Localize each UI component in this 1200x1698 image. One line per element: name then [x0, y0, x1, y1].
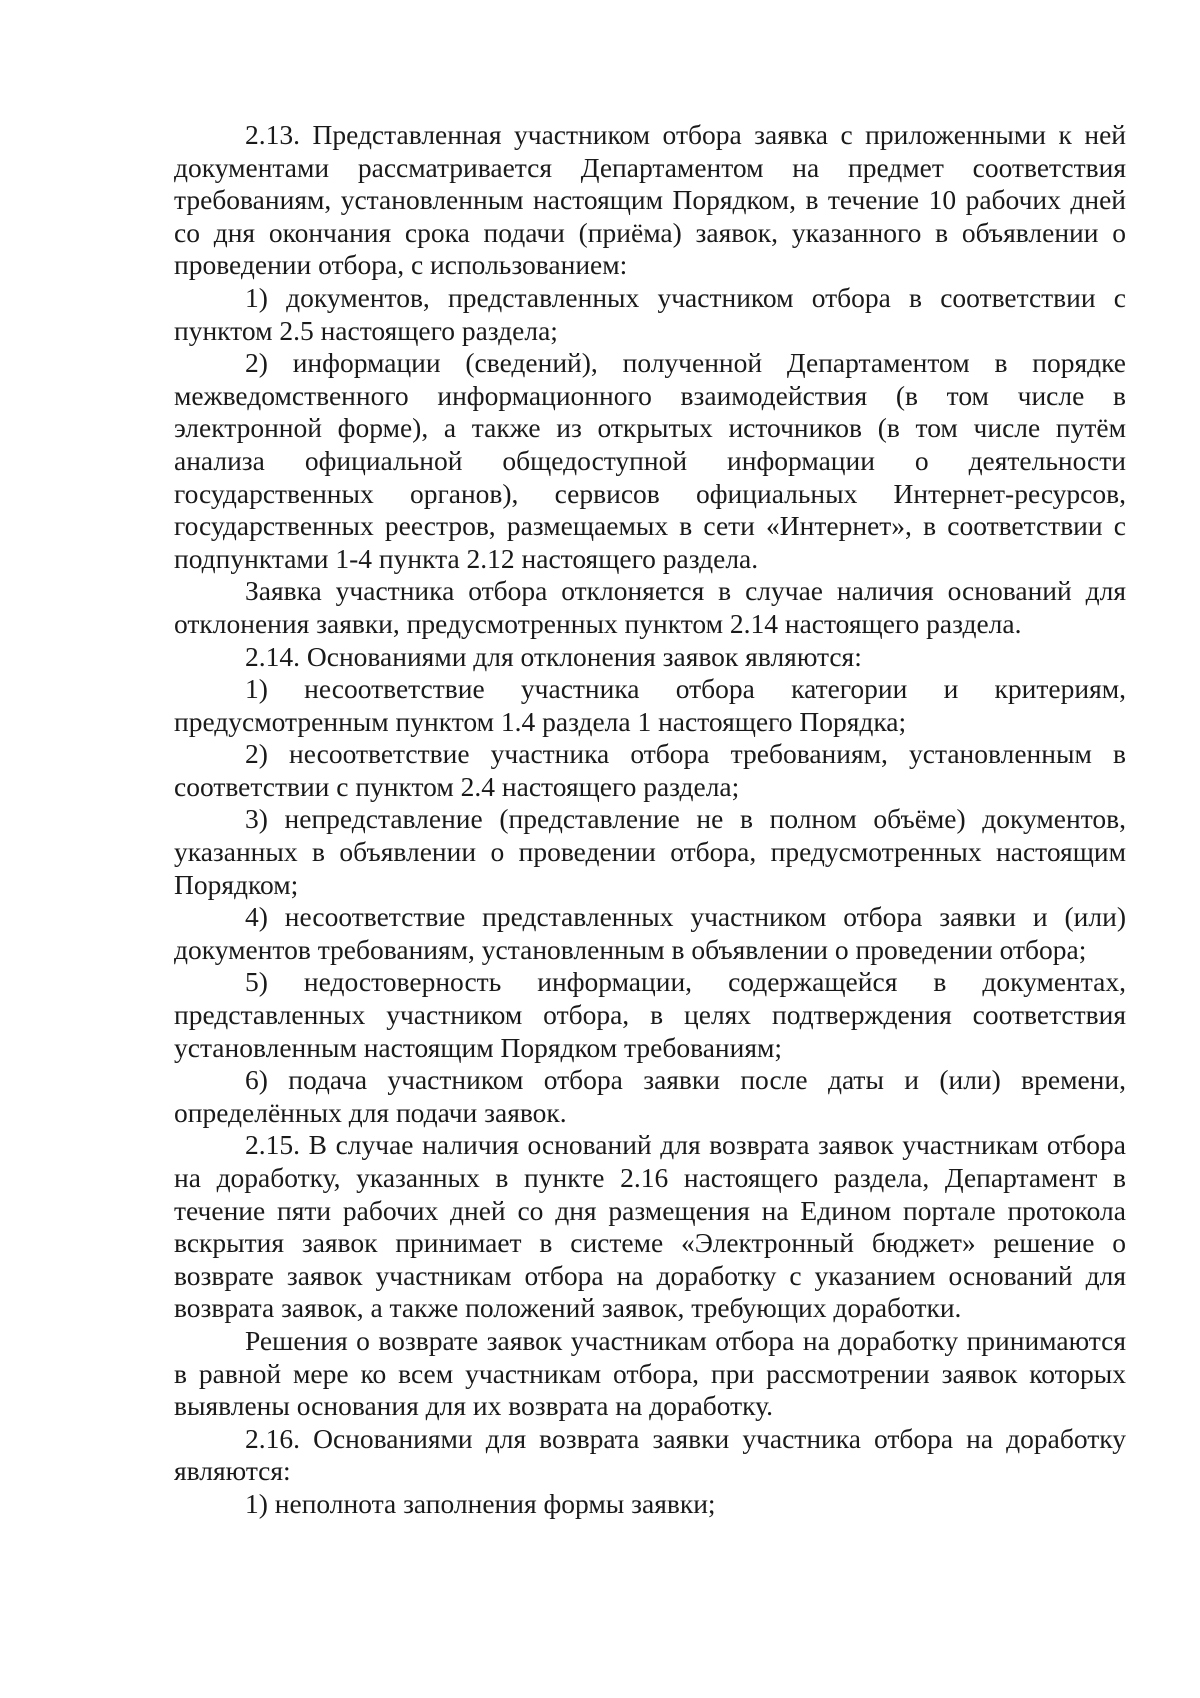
paragraph-2-14-item-5: 5) недостоверность информации, содержащейся в документах, представленных участником отбора, в целях подтверждения соответствия установленным настоящим Порядком требованиям; — [174, 966, 1126, 1063]
paragraph-2-15: 2.15. В случае наличия оснований для возврата заявок участникам отбора на доработку, указанных в пункте 2.16 настоящего раздела, Департамент в течение пяти рабочих дней со дня размещения на Едином портале протокола вскрытия заявок принимает в системе «Электронный бюджет» решение о возврате заявок участникам отбора на доработку с указанием оснований для возврата заявок, а также положений заявок, требующих доработки. — [174, 1129, 1126, 1324]
paragraph-rejection-note: Заявка участника отбора отклоняется в случае наличия оснований для отклонения заявки, предусмотренных пунктом 2.14 настоящего раздела. — [174, 575, 1126, 639]
paragraph-return-decisions: Решения о возврате заявок участникам отбора на доработку принимаются в равной мере ко всем участникам отбора, при рассмотрении заявок которых выявлены основания для их возврата на доработку. — [174, 1324, 1126, 1422]
document-body — [174, 119, 1126, 1521]
paragraph-2-16: 2.16. Основаниями для возврата заявки участника отбора на доработку являются: — [174, 1422, 1126, 1487]
paragraph-2-13: 2.13. Представленная участником отбора заявка с приложенными к ней документами рассматривается Департаментом на предмет соответствия требованиям, установленным настоящим Порядком, в течение 10 рабочих дней со дня окончания срока подачи (приёма) заявок, указанного в объявлении о проведении отбора, с использованием: — [174, 119, 1126, 281]
paragraph-2-14-item-3: 3) непредставление (представление не в полном объёме) документов, указанных в объявлении о проведении отбора, предусмотренных настоящим Порядком; — [174, 803, 1126, 900]
paragraph-2-14-item-6: 6) подача участником отбора заявки после даты и (или) времени, определённых для подачи заявок. — [174, 1064, 1126, 1128]
paragraph-2-16-item-1: 1) неполнота заполнения формы заявки; — [245, 1487, 716, 1519]
paragraph-2-14-item-2: 2) несоответствие участника отбора требованиям, установленным в соответствии с пунктом 2.4 настоящего раздела; — [174, 738, 1126, 802]
paragraph-2-14-item-4: 4) несоответствие представленных участником отбора заявки и (или) документов требованиям, установленным в объявлении о проведении отбора; — [174, 901, 1126, 965]
paragraph-2-14: 2.14. Основаниями для отклонения заявок являются: — [245, 640, 862, 672]
paragraph-2-13-item-1: 1) документов, представленных участником отбора в соответствии с пунктом 2.5 настоящего раздела; — [174, 281, 1126, 346]
paragraph-2-14-item-1: 1) несоответствие участника отбора категории и критериям, предусмотренным пунктом 1.4 раздела 1 настоящего Порядка; — [174, 673, 1126, 737]
paragraph-2-13-item-2: 2) информации (сведений), полученной Департаментом в порядке межведомственного информационного взаимодействия (в том числе в электронной форме), а также из открытых источников (в том числе путём анализа официальной общедоступной информации о деятельности государственных органов), сервисов официальных Интернет-ресурсов, государственных реестров, размещаемых в сети «Интернет», в соответствии с подпунктами 1-4 пункта 2.12 настоящего раздела. — [174, 347, 1126, 574]
